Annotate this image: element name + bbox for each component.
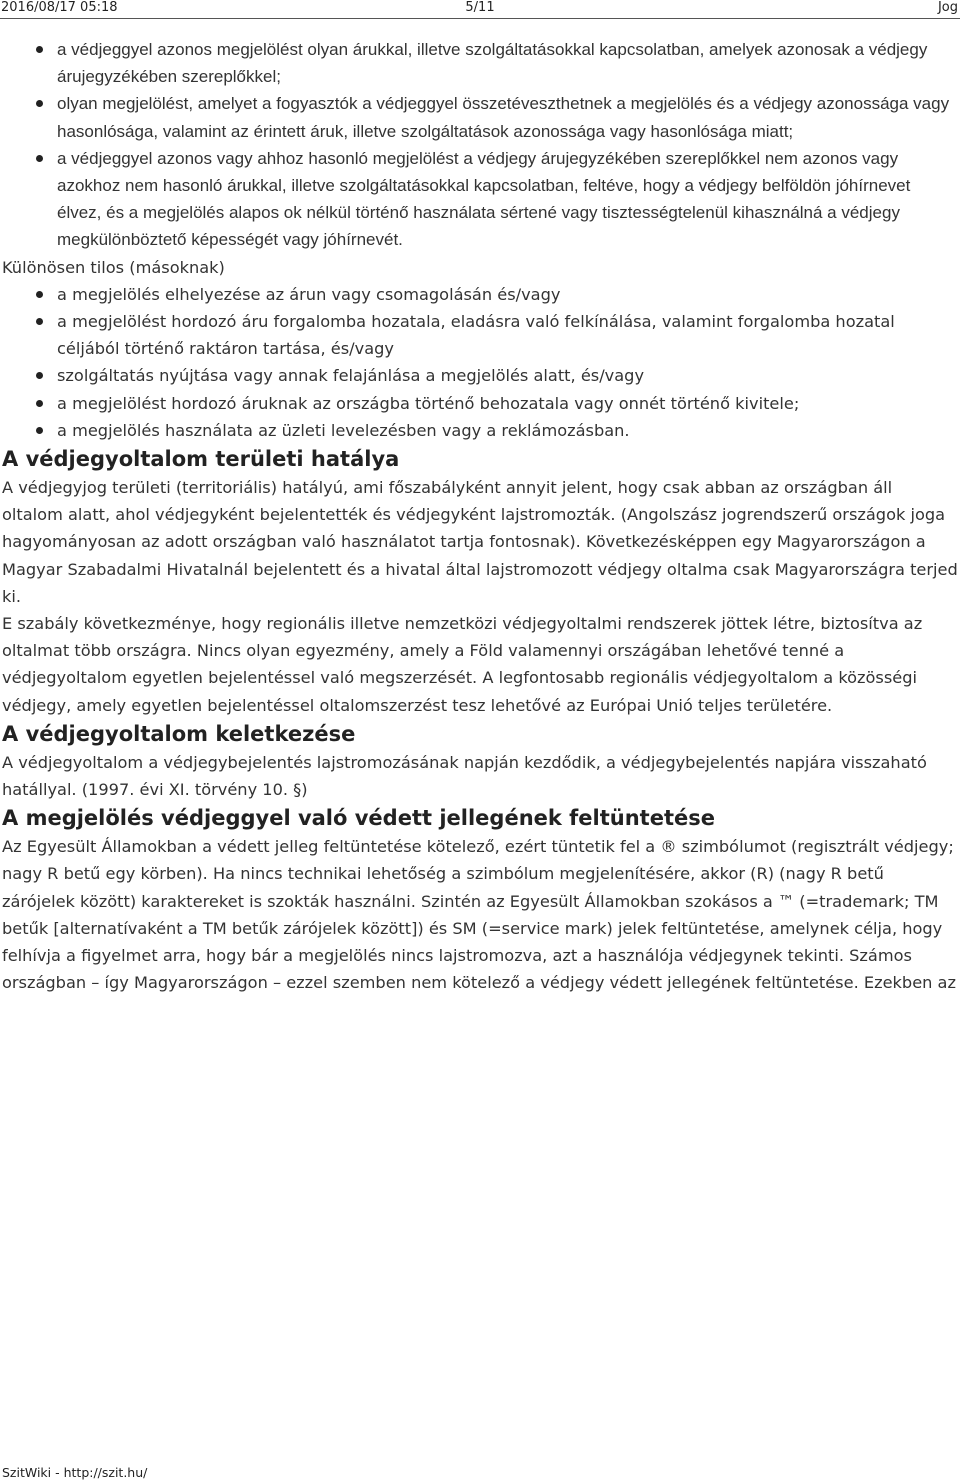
page-number: 5/11 bbox=[465, 0, 495, 15]
list-item: a védjeggyel azonos megjelölést olyan árukkal, illetve szolgáltatásokkal kapcsolatban, amelyek azonosak a védjegy árujegyzékében szereplőkkel; bbox=[57, 36, 958, 90]
list-item: a megjelölés használata az üzleti levelezésben vagy a reklámozásban. bbox=[57, 417, 958, 444]
list-item: szolgáltatás nyújtása vagy annak felajánlása a megjelölés alatt, és/vagy bbox=[57, 362, 958, 389]
prohibited-intro: Különösen tilos (másoknak) bbox=[2, 257, 225, 277]
list-item: a védjeggyel azonos vagy ahhoz hasonló megjelölést a védjegy árujegyzékében szereplőkkel nem azonos vagy azokhoz nem hasonló árukkal, illetve szolgáltatásokkal kapcsolatban, feltéve, hogy a védjegy belföldön jóhírnevet élvez, és a megjelölés alapos ok nélkül történő használata sértené vagy tisztességtelenül kihasználná a védjegy megkülönböztető képességét vagy jóhírnevét. bbox=[57, 145, 958, 254]
section-heading-origin: A védjegyoltalom keletkezése bbox=[2, 721, 356, 746]
page-footer: SzitWiki - http://szit.hu/ bbox=[2, 1465, 148, 1480]
list-item: a megjelölést hordozó áru forgalomba hozatala, eladásra való felkínálása, valamint forgalomba hozatal céljából történő raktáron tartása, és/vagy bbox=[57, 308, 958, 362]
section-name: Jog bbox=[937, 0, 958, 15]
paragraph: A védjegyoltalom a védjegybejelentés lajstromozásának napján kezdődik, a védjegybejelentés napjára visszaható hatállyal. (1997. évi XI. törvény 10. §) bbox=[2, 752, 927, 800]
list-item: a megjelölést hordozó áruknak az országba történő behozatala vagy onnét történő kivitele; bbox=[57, 390, 958, 417]
paragraph: A védjegyjog területi (territoriális) hatályú, ami főszabályként annyit jelent, hogy csak abban az országban áll oltalom alatt, ahol védjegyként bejelentették és védjegyként lajstromozták. (Angolszász jogrendszerű országok joga hagyományosan az adott országban való használatot tartja fontosnak). Következésképpen egy Magyarországon a Magyar Szabadalmi Hivatalnál bejelentett és a hivatal által lajstromozott védjegy oltalma csak Magyarországra terjed ki. bbox=[2, 478, 958, 606]
paragraph: E szabály következménye, hogy regionális illetve nemzetközi védjegyoltalmi rendszerek jöttek létre, biztosítva az oltalmat több országra. Nincs olyan egyezmény, amely a Föld valamennyi országában lehetővé tenné a védjegyoltalom egyetlen bejelentéssel való megszerzését. A legfontosabb regionális védjegyoltalom a közösségi védjegy, amely egyetlen bejelentéssel oltalomszerzést tesz lehetővé az Európai Unió teljes területére. bbox=[2, 614, 923, 715]
list-item: olyan megjelölést, amelyet a fogyasztók a védjeggyel összetéveszthetnek a megjelölés és a védjegy azonossága vagy hasonlósága, valamint az érintett áruk, illetve szolgáltatások azonossága vagy hasonlósága miatt; bbox=[57, 90, 958, 144]
print-date: 2016/08/17 05:18 bbox=[1, 0, 118, 15]
section-heading-territorial: A védjegyoltalom területi hatálya bbox=[2, 447, 400, 472]
paragraph: Az Egyesült Államokban a védett jelleg feltüntetése kötelező, ezért tüntetik fel a ® szimbólumot (regisztrált védjegy; nagy R betű egy körben). Ha nincs technikai lehetőség a szimbólum megjelenítésére, akkor (R) (nagy R betű zárójelek között) karaktereket is szokták használni. Szintén az Egyesült Államokban szokásos a ™ (=trademark; TM betűk [alternatívaként a TM betűk zárójelek között]) és SM (=service mark) jelek feltüntetése, amelynek célja, hogy felhívja a figyelmet arra, hogy bár a megjelölés nincs lajstromozva, azt a használója védjegynek tekinti. Számos országban – így Magyarországon – ezzel szemben nem kötelező a védjegy védett jellegének feltüntetése. Ezekben az bbox=[2, 837, 956, 993]
infringement-list bbox=[2, 36, 958, 254]
page-header bbox=[0, 0, 960, 19]
document-body bbox=[2, 36, 958, 997]
prohibited-acts-list bbox=[2, 281, 958, 444]
list-item: a megjelölés elhelyezése az árun vagy csomagolásán és/vagy bbox=[57, 281, 958, 308]
section-heading-marking: A megjelölés védjeggyel való védett jellegének feltüntetése bbox=[2, 806, 715, 831]
